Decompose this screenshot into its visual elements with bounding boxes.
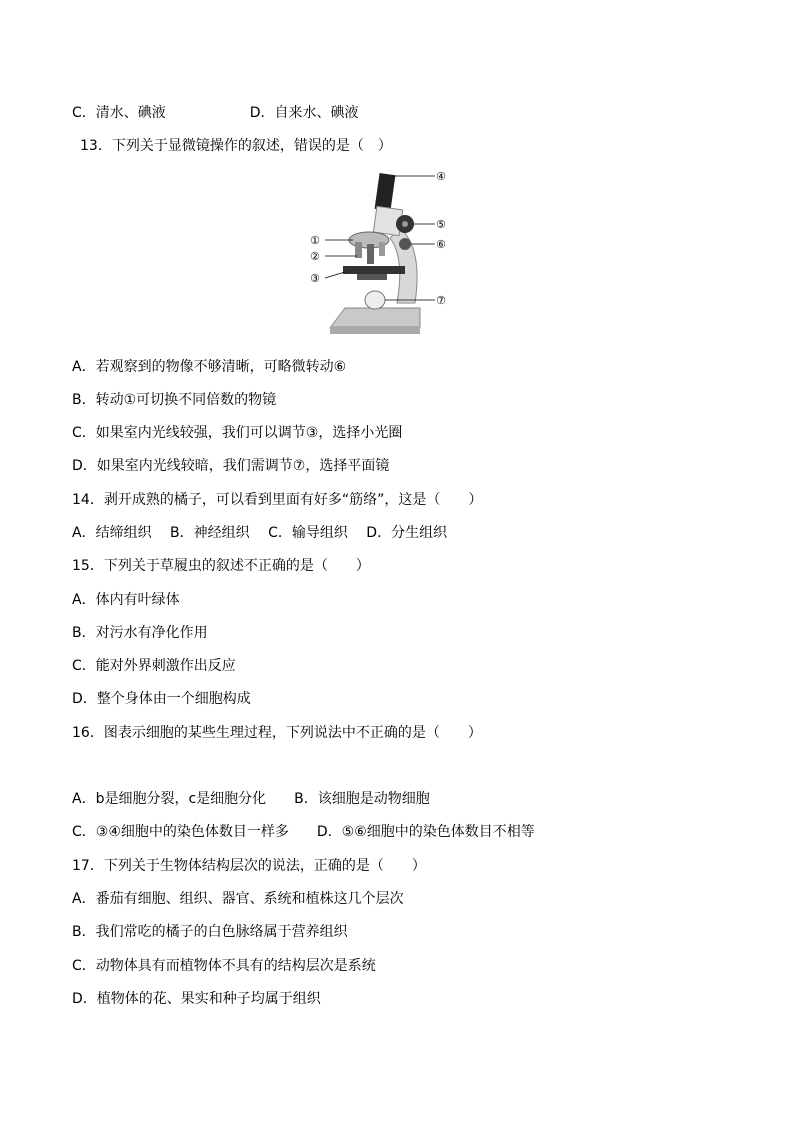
- question-14: 14．剥开成熟的橘子，可以看到里面有好多“筋络”，这是（ ）: [72, 492, 483, 508]
- question-15: 15．下列关于草履虫的叙述不正确的是（ ）: [72, 558, 370, 574]
- question-16: 16．图表示细胞的某些生理过程，下列说法中不正确的是（ ）: [72, 725, 482, 741]
- label-6: ⑥: [436, 238, 446, 251]
- q17-option-a: A．番茄有细胞、组织、器官、系统和植株这几个层次: [72, 891, 404, 907]
- q17-option-d: D．植物体的花、果实和种子均属于组织: [72, 991, 321, 1007]
- q13-option-c: C．如果室内光线较强，我们可以调节③，选择小光圈: [72, 425, 403, 441]
- q13-option-b: B．转动①可切换不同倍数的物镜: [72, 392, 277, 408]
- q16-options-ab: A．b是细胞分裂，c是细胞分化 B．该细胞是动物细胞: [72, 791, 430, 807]
- label-2: ②: [310, 250, 320, 263]
- label-3: ③: [310, 272, 320, 285]
- question-13: 13．下列关于显微镜操作的叙述，错误的是（ ）: [80, 138, 392, 154]
- q15-option-a: A．体内有叶绿体: [72, 592, 180, 608]
- line-prev-options: C．清水、碘液 D．自来水、碘液: [72, 105, 359, 121]
- q13-option-d: D．如果室内光线较暗，我们需调节⑦，选择平面镜: [72, 458, 390, 474]
- q15-option-b: B．对污水有净化作用: [72, 625, 208, 641]
- q17-option-c: C．动物体具有而植物体不具有的结构层次是系统: [72, 958, 376, 974]
- q14-options: A．结缔组织 B．神经组织 C．输导组织 D．分生组织: [72, 525, 448, 541]
- label-7: ⑦: [436, 294, 446, 307]
- q15-option-c: C．能对外界刺激作出反应: [72, 658, 236, 674]
- q15-option-d: D．整个身体由一个细胞构成: [72, 691, 251, 707]
- q17-option-b: B．我们常吃的橘子的白色脉络属于营养组织: [72, 924, 348, 940]
- label-4: ④: [436, 170, 446, 183]
- q16-options-cd: C．③④细胞中的染色体数目一样多 D．⑤⑥细胞中的染色体数目不相等: [72, 824, 535, 840]
- label-5: ⑤: [436, 218, 446, 231]
- q13-option-a: A．若观察到的物像不够清晰，可略微转动⑥: [72, 359, 347, 375]
- label-1: ①: [310, 234, 320, 247]
- question-17: 17．下列关于生物体结构层次的说法，正确的是（ ）: [72, 858, 426, 874]
- microscope-figure: [305, 168, 455, 344]
